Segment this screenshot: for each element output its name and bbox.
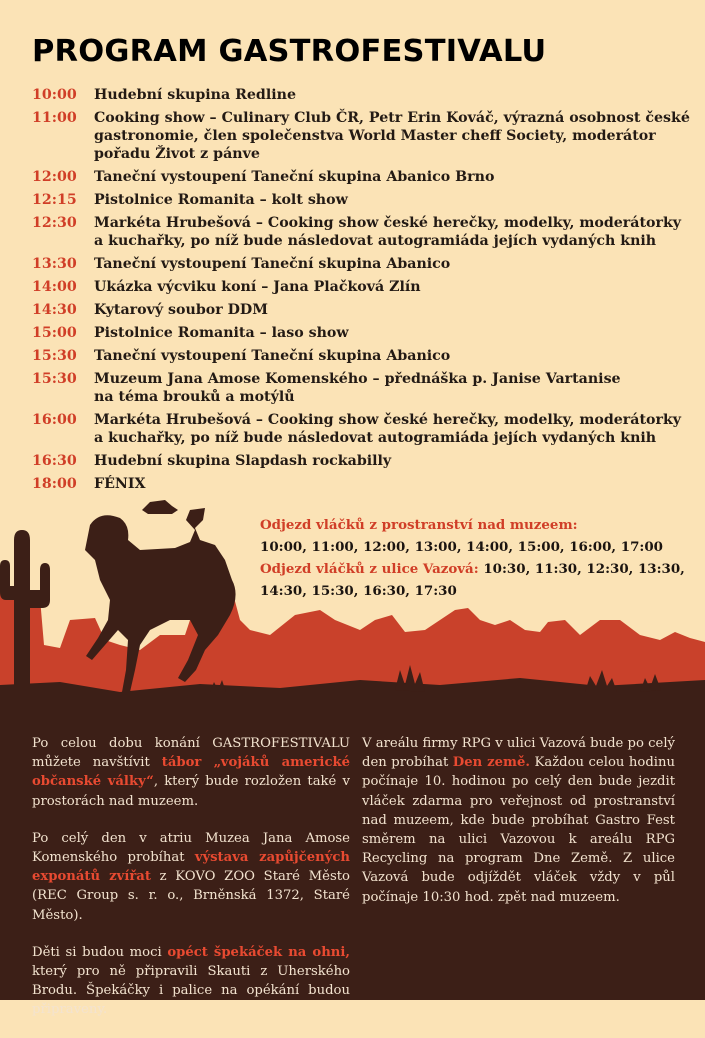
vazova-departures-label: Odjezd vláčků z ulice Vazová: [260,561,479,577]
schedule-row [32,109,692,163]
info-section [0,704,705,1018]
schedule-activity [94,278,692,296]
info-paragraph-camp: Po celou dobu konání GASTROFESTIVALU můžete navštívit tábor „vojáků americké občanské války“, který bude rozložen také v prostorách nad muzeem. [32,736,350,809]
schedule-time: 15:30 [32,348,77,364]
schedule-time: 14:00 [32,279,77,295]
schedule-row [32,324,692,342]
schedule-activity-line: Muzeum Jana Amose Komenského – přednáška p. Janise Vartanise [94,371,621,387]
schedule-time: 12:30 [32,215,77,231]
schedule-activity-line: pořadu Život z pánve [94,146,260,162]
info-paragraph-earth-day: V areálu firmy RPG v ulici Vazová bude po celý den probíhat Den země. Každou celou hodinu počínaje 10. hodinou po celý den bude jezdit vláček zdarma pro veřejnost od prostranství nad muzeem, kde bude probíhat Gastro Fest směrem na ulici Vazovou k areálu RPG Recycling na program Dne Země. Z ulice Vazová bude odjíždět vláček vždy v půl počínaje 10:30 hod. zpět nad muzeem. [362,736,675,905]
schedule-activity-line: FÉNIX [94,476,146,492]
schedule-row [32,347,692,365]
schedule-time: 16:00 [32,412,77,428]
schedule-activity [94,214,692,250]
museum-departures-times: 10:00, 11:00, 12:00, 13:00, 14:00, 15:00, 16:00, 17:00 [260,539,663,555]
schedule-activity [94,370,692,406]
vazova-departures-times-cont: 14:30, 15:30, 16:30, 17:30 [260,583,457,599]
schedule-activity-line: a kuchařky, po níž bude následovat autogramiáda jejích vydaných knih [94,430,657,446]
info-paragraph-exhibition: Po celý den v atriu Muzea Jana Amose Komenského probíhat výstava zapůjčených exponátů zvířat z KOVO ZOO Staré Město (REC Group s. r. o., Brněnská 1372, Staré Město). [32,830,350,923]
schedule-activity-line: Hudební skupina Redline [94,87,296,103]
schedule-time: 18:00 [32,476,77,492]
schedule-activity-line: Taneční vystoupení Taneční skupina Abanico [94,348,451,364]
schedule-row [32,255,692,273]
schedule-activity-line: a kuchařky, po níž bude následovat autogramiáda jejích vydaných knih [94,233,657,249]
schedule-activity [94,324,692,342]
museum-departures-label: Odjezd vláčků z prostranství nad muzeem: [260,517,578,533]
cowboy-hat [142,500,178,514]
schedule-activity [94,452,692,470]
schedule-time: 12:00 [32,169,77,185]
schedule-activity [94,109,692,163]
schedule-activity-line: Markéta Hrubešová – Cooking show české herečky, modelky, moderátorky [94,412,682,428]
schedule-activity-line: Pistolnice Romanita – kolt show [94,192,348,208]
schedule-row [32,214,692,250]
schedule-activity [94,347,692,365]
schedule-row [32,411,692,447]
schedule-activity [94,191,692,209]
schedule-activity-line: Hudební skupina Slapdash rockabilly [94,453,392,469]
schedule-activity-line: Pistolnice Romanita – laso show [94,325,349,341]
schedule-activity-line: Taneční vystoupení Taneční skupina Abanico Brno [94,169,495,185]
train-departures [260,514,690,602]
schedule-activity-line: Cooking show – Culinary Club ČR, Petr Erin Kováč, výrazná osobnost české [94,110,690,126]
schedule-activity [94,86,692,104]
schedule-activity-line: Markéta Hrubešová – Cooking show české herečky, modelky, moderátorky [94,215,682,231]
schedule-time: 15:00 [32,325,77,341]
page-title: PROGRAM GASTROFESTIVALU [32,34,547,69]
schedule-row [32,86,692,104]
schedule-activity-line: Ukázka výcviku koní – Jana Plačková Zlín [94,279,421,295]
schedule-time: 11:00 [32,110,77,126]
schedule-row [32,301,692,319]
info-paragraph-kids: Děti si budou moci opéct špekáček na ohni, který pro ně připravili Skauti z Uherského Brodu. Špekáčky i palice na opékání budou připraveny. [32,944,350,1018]
schedule-row [32,452,692,470]
schedule-activity [94,411,692,447]
schedule-row [32,191,692,209]
schedule-activity [94,168,692,186]
schedule-activity-line: Kytarový soubor DDM [94,302,268,318]
schedule-activity-line: gastronomie, člen společenstva World Master cheff Society, moderátor [94,128,656,144]
info-column-right [362,734,675,925]
schedule-activity-line: na téma brouků a motýlů [94,389,295,405]
schedule-row [32,370,692,406]
schedule-time: 16:30 [32,453,77,469]
schedule-time: 14:30 [32,302,77,318]
schedule-row [32,168,692,186]
schedule-time: 13:30 [32,256,77,272]
schedule-row [32,278,692,296]
schedule-activity [94,255,692,273]
schedule-list [32,86,692,498]
schedule-time: 15:30 [32,371,77,387]
schedule-activity [94,301,692,319]
vazova-departures-times: 10:30, 11:30, 12:30, 13:30, [483,561,685,577]
schedule-time: 10:00 [32,87,77,103]
info-column-left [32,734,350,1038]
schedule-activity-line: Taneční vystoupení Taneční skupina Abanico [94,256,451,272]
schedule-time: 12:15 [32,192,77,208]
